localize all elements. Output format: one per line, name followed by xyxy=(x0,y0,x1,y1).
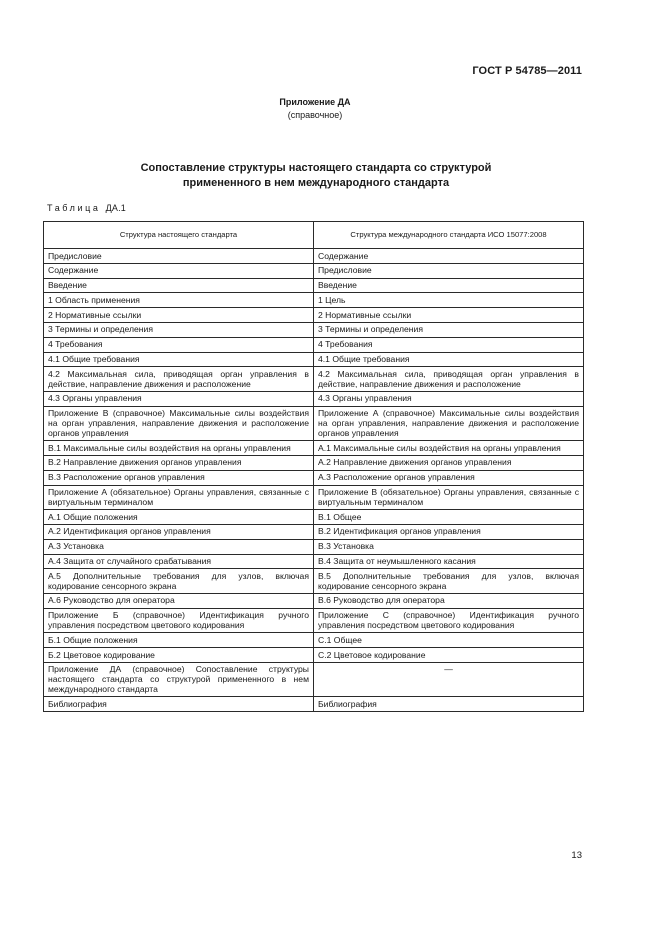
appendix-type: (справочное) xyxy=(287,110,343,120)
cell-this-standard: А.5 Дополнительные требования для узлов, включая кодирование сенсорного экрана xyxy=(44,569,314,594)
cell-international-standard: 4.3 Органы управления xyxy=(314,391,584,406)
table-caption-label: Таблица xyxy=(47,203,101,213)
cell-international-standard: — xyxy=(314,662,584,696)
document-code: ГОСТ Р 54785—2011 xyxy=(472,65,582,77)
appendix-title: Приложение ДА xyxy=(279,97,351,107)
cell-this-standard: А.3 Установка xyxy=(44,539,314,554)
section-heading xyxy=(0,161,632,191)
table-row xyxy=(44,524,584,539)
cell-international-standard: С.2 Цветовое кодирование xyxy=(314,648,584,663)
column-header-this-standard: Структура настоящего стандарта xyxy=(44,222,314,249)
cell-this-standard: 2 Нормативные ссылки xyxy=(44,308,314,323)
table-row xyxy=(44,539,584,554)
table-row xyxy=(44,308,584,323)
table-caption xyxy=(47,203,126,213)
cell-this-standard: В.2 Направление движения органов управления xyxy=(44,455,314,470)
table-row xyxy=(44,470,584,485)
cell-international-standard: В.4 Защита от неумышленного касания xyxy=(314,554,584,569)
table-row xyxy=(44,249,584,264)
table-row xyxy=(44,293,584,308)
table-body xyxy=(44,249,584,712)
cell-this-standard: 4 Требования xyxy=(44,337,314,352)
column-header-international-standard: Структура международного стандарта ИСО 15077:2008 xyxy=(314,222,584,249)
table-header-row xyxy=(44,222,584,249)
table-row xyxy=(44,263,584,278)
cell-international-standard: 3 Термины и определения xyxy=(314,322,584,337)
table-row xyxy=(44,441,584,456)
cell-this-standard: А.4 Защита от случайного срабатывания xyxy=(44,554,314,569)
cell-this-standard: 1 Область применения xyxy=(44,293,314,308)
cell-international-standard: Приложение В (обязательное) Органы управления, связанные с виртуальным терминалом xyxy=(314,485,584,510)
cell-this-standard: Введение xyxy=(44,278,314,293)
cell-international-standard: С.1 Общее xyxy=(314,633,584,648)
cell-this-standard: В.1 Максимальные силы воздействия на органы управления xyxy=(44,441,314,456)
cell-this-standard: А.1 Общие положения xyxy=(44,510,314,525)
section-heading-line-1: Сопоставление структуры настоящего стандарта со структурой xyxy=(140,162,492,174)
cell-international-standard: 4 Требования xyxy=(314,337,584,352)
cell-international-standard: Введение xyxy=(314,278,584,293)
cell-international-standard: Приложение С (справочное) Идентификация ручного управления посредством цветового кодирования xyxy=(314,608,584,633)
cell-international-standard: Приложение А (справочное) Максимальные силы воздействия на орган управления, направление движения и расположение органов управления xyxy=(314,406,584,440)
table-row xyxy=(44,352,584,367)
cell-this-standard: А.2 Идентификация органов управления xyxy=(44,524,314,539)
table-row xyxy=(44,593,584,608)
cell-international-standard: 4.2 Максимальная сила, приводящая орган управления в действие, направление движения и расположение xyxy=(314,367,584,392)
cell-international-standard: В.3 Установка xyxy=(314,539,584,554)
table-row xyxy=(44,697,584,712)
cell-this-standard: 4.1 Общие требования xyxy=(44,352,314,367)
table-row xyxy=(44,278,584,293)
cell-international-standard: 2 Нормативные ссылки xyxy=(314,308,584,323)
cell-this-standard: А.6 Руководство для оператора xyxy=(44,593,314,608)
table-row xyxy=(44,662,584,696)
cell-international-standard: Предисловие xyxy=(314,263,584,278)
table-row xyxy=(44,608,584,633)
table-row xyxy=(44,406,584,440)
cell-international-standard: А.2 Направление движения органов управления xyxy=(314,455,584,470)
cell-this-standard: Содержание xyxy=(44,263,314,278)
appendix-heading xyxy=(0,96,630,122)
cell-international-standard: В.5 Дополнительные требования для узлов, включая кодирование сенсорного экрана xyxy=(314,569,584,594)
cell-this-standard: Б.2 Цветовое кодирование xyxy=(44,648,314,663)
table-row xyxy=(44,569,584,594)
table-row xyxy=(44,648,584,663)
table-row xyxy=(44,485,584,510)
table-row xyxy=(44,391,584,406)
cell-this-standard: Приложение Б (справочное) Идентификация ручного управления посредством цветового кодирования xyxy=(44,608,314,633)
table-row xyxy=(44,510,584,525)
structure-comparison-table xyxy=(43,221,584,712)
cell-this-standard: Б.1 Общие положения xyxy=(44,633,314,648)
cell-international-standard: Содержание xyxy=(314,249,584,264)
cell-this-standard: 4.3 Органы управления xyxy=(44,391,314,406)
cell-international-standard: В.6 Руководство для оператора xyxy=(314,593,584,608)
cell-this-standard: Приложение А (обязательное) Органы управления, связанные с виртуальным терминалом xyxy=(44,485,314,510)
cell-international-standard: Библиография xyxy=(314,697,584,712)
cell-this-standard: Предисловие xyxy=(44,249,314,264)
cell-this-standard: Библиография xyxy=(44,697,314,712)
cell-this-standard: 3 Термины и определения xyxy=(44,322,314,337)
cell-this-standard: Приложение В (справочное) Максимальные силы воздействия на орган управления, направление движения и расположение органов управления xyxy=(44,406,314,440)
table-caption-number: ДА.1 xyxy=(105,203,127,213)
cell-this-standard: В.3 Расположение органов управления xyxy=(44,470,314,485)
table-row xyxy=(44,337,584,352)
table-row xyxy=(44,554,584,569)
cell-international-standard: 4.1 Общие требования xyxy=(314,352,584,367)
section-heading-line-2: примененного в нем международного стандарта xyxy=(182,177,450,189)
cell-international-standard: 1 Цель xyxy=(314,293,584,308)
table-row xyxy=(44,633,584,648)
cell-international-standard: А.3 Расположение органов управления xyxy=(314,470,584,485)
cell-international-standard: В.2 Идентификация органов управления xyxy=(314,524,584,539)
cell-this-standard: Приложение ДА (справочное) Сопоставление структуры настоящего стандарта со структурой примененного в нем международного стандарта xyxy=(44,662,314,696)
table-row xyxy=(44,455,584,470)
table-row xyxy=(44,367,584,392)
cell-this-standard: 4.2 Максимальная сила, приводящая орган управления в действие, направление движения и расположение xyxy=(44,367,314,392)
cell-international-standard: В.1 Общее xyxy=(314,510,584,525)
table-row xyxy=(44,322,584,337)
cell-international-standard: А.1 Максимальные силы воздействия на органы управления xyxy=(314,441,584,456)
page-number: 13 xyxy=(571,850,582,861)
